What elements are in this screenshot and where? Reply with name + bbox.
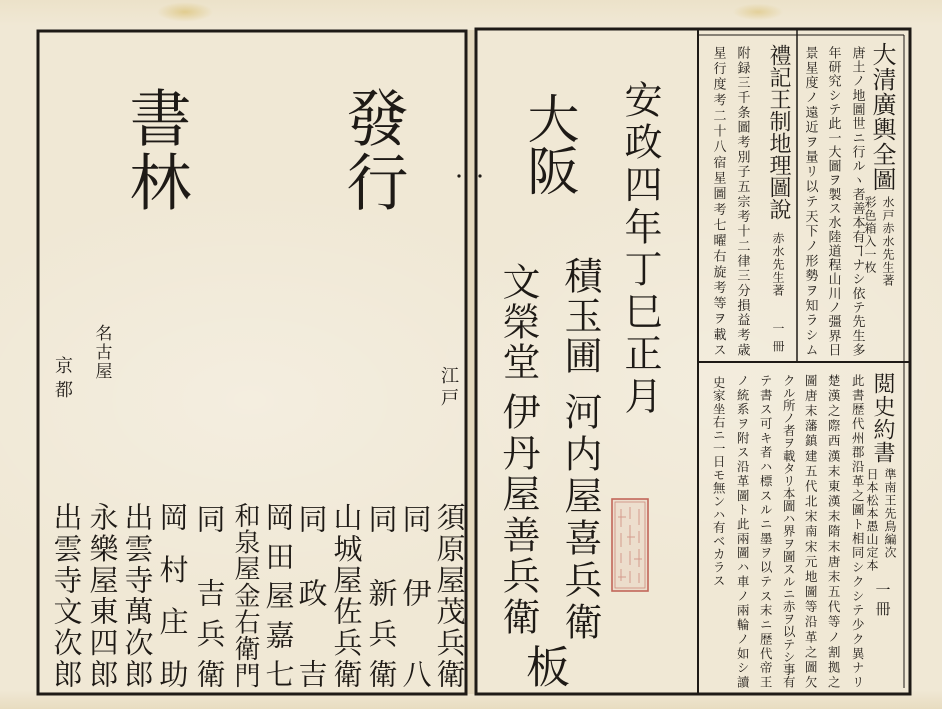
ad1-body-line-3: 景星度ノ遠近ヲ量リ以テ天下ノ形勢ヲ知ラシム [802, 46, 818, 356]
ad3-body-line-4: クル所ノ者ヲ載タリ本圖ハ界ヲ圖スルニ赤ヲ以テシ事有 [781, 374, 797, 688]
bookseller-2-prefix: 同 [398, 504, 433, 533]
ad1-note-format: 彩色箱入一枚 [863, 196, 877, 274]
publisher-1-studio: 積玉圃 [558, 256, 602, 376]
ad2-body-line-1: 附録三千条圖考別子五宗考十二律三分損益考歳 [734, 46, 750, 356]
bookseller-11: 永樂屋東四郎 [85, 502, 120, 688]
heading-booksellers: 書林 [119, 86, 192, 214]
ad2-author: 赤水先生著 [771, 232, 785, 297]
publisher-2-name: 伊丹屋善兵衛 [496, 392, 540, 638]
publisher-1-name: 河内屋喜兵衛 [558, 392, 602, 644]
bookseller-3: 新兵衛 [364, 578, 399, 688]
bookseller-5: 政吉 [294, 578, 329, 688]
heading-issue: 發行 [336, 86, 409, 214]
bookseller-8-prefix: 同 [192, 504, 227, 533]
bookseller-8: 吉兵衛 [192, 578, 227, 688]
bookseller-4: 山城屋佐兵衛 [329, 502, 364, 688]
fold-mark-right [478, 174, 481, 177]
city-label-edo: 江戸 [438, 366, 459, 410]
edition-mark: 板 [518, 644, 569, 688]
bookseller-9: 岡村庄助 [155, 502, 190, 688]
ad2-body-line-2: 星行度考二十八宿星圖考七曜右旋考等ヲ載ス [710, 46, 726, 357]
bookseller-6: 岡田屋嘉七 [261, 502, 296, 688]
ad3-body-line-3: 圖唐末藩鎮建五代北宋南宋元地圖等沿革之圖欠 [803, 374, 819, 688]
center-fold [467, 30, 476, 694]
city-label-kyoto: 京都 [52, 356, 73, 404]
ad3-note-editor: 日本松本愚山定本 [865, 468, 879, 572]
bookseller-1: 須原屋茂兵衛 [432, 502, 467, 688]
publisher-city: 大阪 [518, 92, 578, 196]
ad1-body-line-2: 年研究シテ此一大圖ヲ製ス水陸道程山川ノ彊界日 [825, 46, 841, 356]
ad3-body-line-5: テ書ス可キ者ハ標スルニ墨ヲ以テス末ニ歴代帝王 [758, 374, 774, 688]
publication-date: 安政四年丁巳正月 [618, 80, 662, 414]
city-label-nagoya: 名古屋 [91, 324, 112, 381]
bookseller-2: 伊八 [398, 578, 433, 688]
bookseller-12: 出雲寺文次郎 [49, 502, 84, 688]
fold-mark-left [457, 174, 460, 177]
ad1-title: 大清廣輿全圖 [868, 42, 896, 192]
bookseller-3-prefix: 同 [364, 504, 399, 533]
ad3-body-line-7: 史家坐右ニ一日モ無ンハ有ベカラス [711, 376, 727, 588]
ad3-body-line-1: 此書歴代州郡沿革之圖ト相同シクシテ少ク異ナリ [850, 374, 866, 688]
publisher-2-studio: 文榮堂 [496, 262, 540, 382]
ad3-note-compiler: 準南王先鳥編次 [883, 468, 897, 559]
ad2-volume: 一冊 [771, 322, 785, 358]
bookseller-7: 和泉屋金右衛門 [230, 502, 260, 688]
ad3-body-line-6: ノ統系ヲ附ス沿革圖ト此兩圖ハ車ノ兩輪ノ如シ讀 [735, 374, 751, 688]
ad3-body-line-2: 楚漢之際西漢末東漢末隋末唐末五代等ノ割拠之 [826, 374, 842, 688]
bookseller-10: 出雲寺萬次郎 [120, 502, 155, 688]
ad1-note-author: 水戸赤水先生著 [881, 196, 895, 287]
ad3-volume: 一冊 [873, 582, 892, 620]
ad3-title: 閲史約書 [870, 372, 895, 464]
red-seal-stamp [610, 497, 650, 593]
bookseller-5-prefix: 同 [294, 504, 329, 533]
ad1-body-line-1: 唐土ノ地圖世ニ行ルヽ者善本有ヿナシ依テ先生多 [849, 46, 865, 356]
ad2-title: 禮記王制地理圖說 [766, 44, 791, 220]
